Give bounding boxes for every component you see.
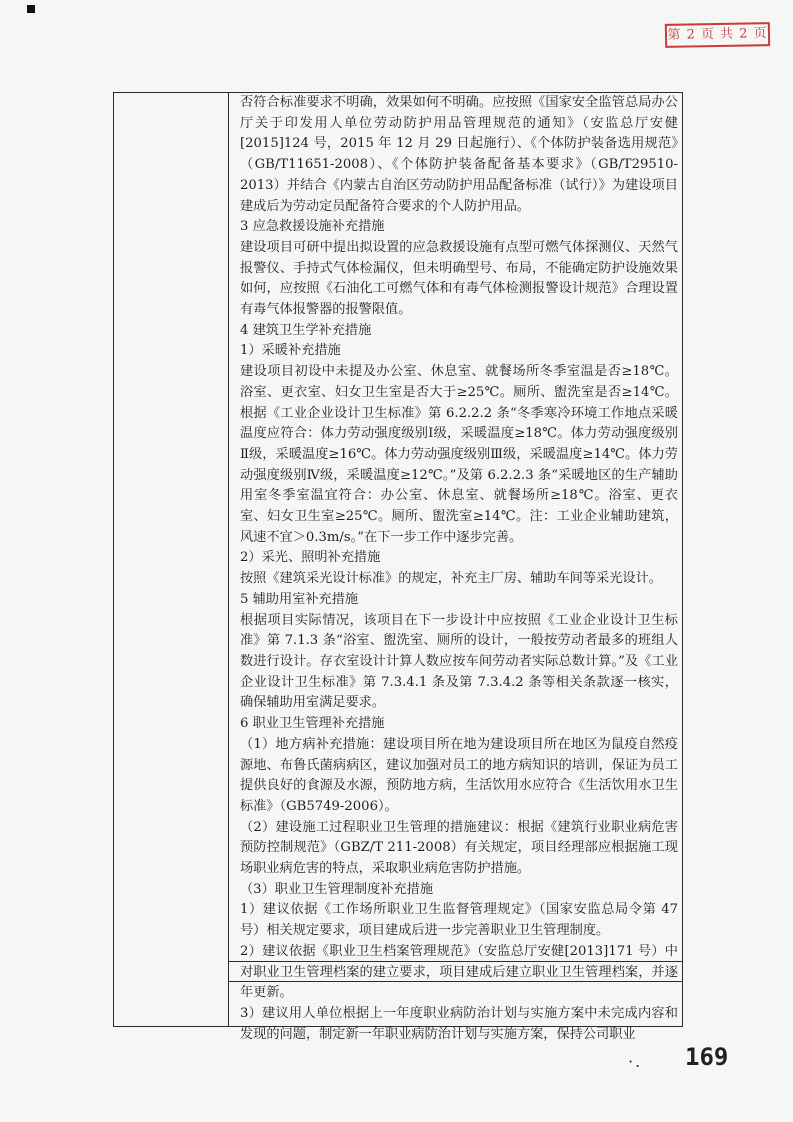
subheading-management-system: （3）职业卫生管理制度补充措施	[240, 881, 434, 897]
paragraph-heating: 建设项目初设中未提及办公室、休息室、就餐场所冬季室温是否≥18℃。浴室、更衣室、妇女卫生室是否大于≥25℃。厕所、盥洗室是否≥14℃。根据《工业企业设计卫生标准》第 6.2.2.2 条“冬季寒冷环境工作地点采暖温度应符合：体力劳动强度级别Ⅰ级，采暖温度≥18℃。体力劳动强度级别Ⅱ级，采暖温度≥16℃。体力劳动强度级别Ⅲ级，采暖温度≥14℃。体力劳动强度级别Ⅳ级，采暖温度≥12℃。”及第 6.2.2.3 条“采暖地区的生产辅助用室冬季室温宜符合：办公室、休息室、就餐场所≥18℃。浴室、更衣室、妇女卫生室≥25℃。厕所、盥洗室≥14℃。注：工业企业辅助建筑，风速不宜＞0.3m/s。”在下一步工作中逐步完善。	[240, 364, 678, 545]
paragraph-auxiliary-rooms: 根据项目实际情况，该项目在下一步设计中应按照《工业企业设计卫生标准》第 7.1.3 条“浴室、盥洗室、厕所的设计，一般按劳动者最多的班组人数进行设计。存衣室设计计算人数应按车间劳动者实际总数计算。”及《工业企业设计卫生标准》第 7.3.4.1 条及第 7.3.4.2 条等相关条款逐一核实，确保辅助用室满足要求。	[240, 612, 678, 711]
footer-dots: ·.	[628, 1052, 643, 1071]
corner-registration-mark	[27, 5, 35, 13]
paragraph-protective-equipment: 否符合标准要求不明确，效果如何不明确。应按照《国家安全监管总局办公厅关于印发用人单位劳动防护用品管理规范的通知》（安监总厅安健[2015]124 号，2015 年 12 月 29 日起施行）、《个体防护装备选用规范》（GB/T11651-2008）、《个体防护装备配备基本要求》（GB/T29510-2013）并结合《内蒙古自治区劳动防护用品配备标准（试行）》为建设项目建成后为劳动定员配备符合要求的个人防护用品。	[240, 95, 678, 214]
heading-emergency-rescue: 3 应急救援设施补充措施	[240, 219, 385, 235]
paragraph-management-item-1: 1）建议依据《工作场所职业卫生监督管理规定》（国家安监总局令第 47 号）相关规定要求，项目建成后进一步完善职业卫生管理制度。	[240, 902, 678, 939]
paragraph-management-item-3: 3）建议用人单位根据上一年度职业病防治计划与实施方案中未完成内容和发现的问题，制定新一年职业病防治计划与实施方案，保持公司职业	[240, 1005, 678, 1042]
paragraph-endemic-disease: （1）地方病补充措施：建设项目所在地为建设项目所在地区为鼠疫自然疫源地、布鲁氏菌病病区，建议加强对员工的地方病知识的培训，保证为员工提供良好的食源及水源，预防地方病，生活饮用水应符合《生活饮用水卫生标准》（GB5749-2006）。	[240, 736, 678, 814]
heading-building-hygiene: 4 建筑卫生学补充措施	[240, 322, 372, 338]
paragraph-emergency-rescue: 建设项目可研中提出拟设置的应急救援设施有点型可燃气体探测仪、天然气报警仪、手持式气体检漏仪，但未明确型号、布局，不能确定防护设施效果如何，应按照《石油化工可燃气体和有毒气体检测报警设计规范》合理设置有毒气体报警器的报警限值。	[240, 239, 678, 318]
paragraph-lighting: 按照《建筑采光设计标准》的规定，补充主厂房、辅助车间等采光设计。	[240, 571, 662, 587]
heading-occupational-health-management: 6 职业卫生管理补充措施	[240, 716, 385, 732]
page-number: 169	[685, 1043, 729, 1071]
subheading-lighting: 2）采光、照明补充措施	[240, 550, 381, 566]
page-count-stamp: 第 2 页 共 2 页	[665, 22, 770, 48]
paragraph-construction-management: （2）建设施工过程职业卫生管理的措施建议：根据《建筑行业职业病危害预防控制规范》（GBZ/T 211-2008）有关规定，项目经理部应根据施工现场职业病危害的特点，采取职业病危害防护措施。	[240, 819, 678, 877]
subheading-heating: 1）采暖补充措施	[240, 343, 341, 359]
heading-auxiliary-rooms: 5 辅助用室补充措施	[240, 591, 359, 607]
table-cell-content	[240, 93, 678, 1045]
paragraph-management-item-2: 2）建议依据《职业卫生档案管理规范》（安监总厅安健[2013]171 号）中对职业卫生管理档案的建立要求，项目建成后建立职业卫生管理档案，并逐年更新。	[240, 943, 678, 1001]
table-column-divider	[228, 93, 229, 1026]
